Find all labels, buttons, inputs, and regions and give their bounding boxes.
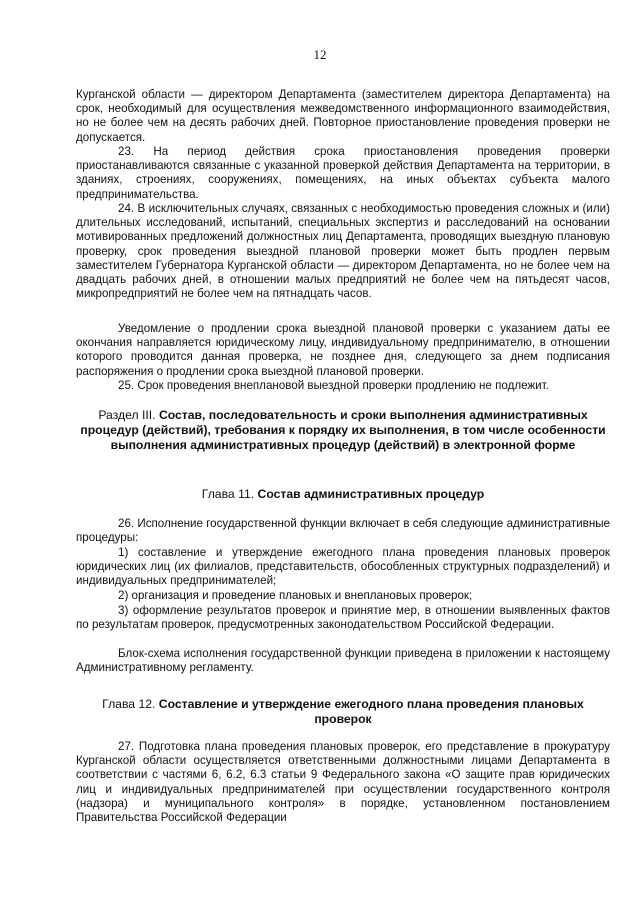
section-title: Состав, последовательность и сроки выполнения административных процедур (действий), требования к порядку их выполнения, в том числе особенности выполнения административных процедур (действий) в электронной форме — [80, 408, 606, 452]
chapter-12-prefix: Глава 12. — [102, 697, 156, 711]
chapter-12-title: Составление и утверждение ежегодного плана проведения плановых проверок — [158, 697, 584, 726]
list-item-3: 3) оформление результатов проверок и принятие мер, в отношении выявленных фактов по результатам проверок, предусмотренных законодательством Российской Федерации. — [76, 604, 610, 632]
chapter-11-title: Состав административных процедур — [257, 487, 485, 501]
paragraph-27: 27. Подготовка плана проведения плановых проверок, его представление в прокуратуру Курганской области осуществляется ответственными должностными лицами Департамента в соответствии с частями 6, 6.2, 6.3 статьи 9 Федерального закона «О защите прав юридических лиц и индивидуальных предпринимателей при осуществлении государственного контроля (надзора) и муниципального контроля» в порядке, установленном постановлением Правительства Российской Федерации — [76, 740, 610, 825]
paragraph-26-scheme: Блок-схема исполнения государственной функции приведена в приложении к настоящему Административному регламенту. — [76, 647, 610, 675]
chapter-11-heading — [76, 487, 610, 502]
list-item-2: 2) организация и проведение плановых и внеплановых проверок; — [118, 589, 473, 602]
paragraph-26: 26. Исполнение государственной функции включает в себя следующие административные процедуры: — [76, 517, 610, 545]
chapter-11-prefix: Глава 11. — [201, 487, 255, 501]
paragraph-22-continuation: Курганской области — директором Департамента (заместителем директора Департамента) на срок, необходимый для осуществления межведомственного информационного взаимодействия, но не более чем на десять рабочих дней. Повторное приостановление проведения проверки не допускается. — [76, 88, 610, 144]
list-item-1: 1) составление и утверждение ежегодного плана проведения плановых проверок юридических лиц (их филиалов, представительств, обособленных структурных подразделений) и индивидуальных предпринимателей; — [76, 546, 610, 588]
page-number: 12 — [313, 47, 327, 62]
paragraph-24: 24. В исключительных случаях, связанных с необходимостью проведения сложных и (или) длительных исследований, испытаний, специальных экспертиз и расследований на основании мотивированных предложений должностных лиц Департамента, проводящих выездную плановую проверку, срок проведения выездной плановой проверки может быть продлен первым заместителем Губернатора Курганской области — директором Департамента, но не более чем на двадцать рабочих дней, в отношении малых предприятий не более чем на пятьдесят часов, микропредприятий не более чем на пятнадцать часов. — [76, 202, 610, 301]
section-prefix: Раздел III. — [98, 408, 156, 422]
section-heading — [76, 408, 610, 453]
paragraph-25: 25. Срок проведения внеплановой выездной проверки продлению не подлежит. — [118, 379, 549, 392]
paragraph-23: 23. На период действия срока приостановления проведения проверки приостанавливаются связанные с указанной проверкой действия Департамента на территории, в зданиях, строениях, сооружениях, помещениях, на иных объектах субъекта малого предпринимательства. — [76, 145, 610, 201]
paragraph-24-notice: Уведомление о продлении срока выездной плановой проверки с указанием даты ее окончания направляется юридическому лицу, индивидуальному предпринимателю, в отношении которого проводится данная проверка, не позднее дня, следующего за днем подписания распоряжения о продлении срока выездной плановой проверки. — [76, 322, 610, 378]
chapter-12-heading — [76, 697, 610, 727]
